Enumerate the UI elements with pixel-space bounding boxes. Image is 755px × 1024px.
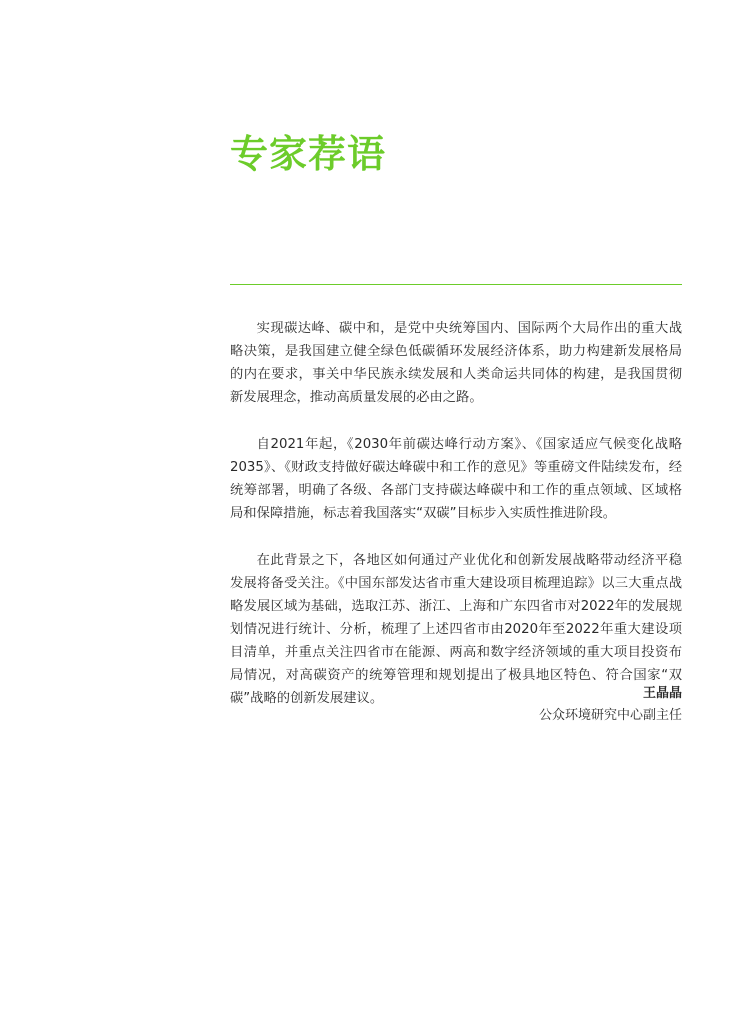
recommendation-body	[230, 317, 682, 734]
paragraph-1: 实现碳达峰、碳中和，是党中央统筹国内、国际两个大局作出的重大战略决策，是我国建立健全绿色低碳循环发展经济体系，助力构建新发展格局的内在要求，事关中华民族永续发展和人类命运共同体的构建，是我国贯彻新发展理念，推动高质量发展的必由之路。	[230, 321, 682, 405]
page-title: 专家荐语	[230, 132, 387, 176]
paragraph-2: 自2021年起，《2030年前碳达峰行动方案》、《国家适应气候变化战略2035》、《财政支持做好碳达峰碳中和工作的意见》等重磅文件陆续发布，经统筹部署，明确了各级、各部门支持碳达峰碳中和工作的重点领域、区域格局和保障措施，标志着我国落实“双碳”目标步入实质性推进阶段。	[230, 437, 682, 521]
title-divider	[230, 284, 682, 285]
author-name: 王晶晶	[642, 686, 682, 701]
author-title: 公众环境研究中心副主任	[538, 708, 682, 723]
signature-block	[230, 683, 682, 727]
paragraph-3: 在此背景之下，各地区如何通过产业优化和创新发展战略带动经济平稳发展将备受关注。《中国东部发达省市重大建设项目梳理追踪》以三大重点战略发展区域为基础，选取江苏、浙江、上海和广东四省市对2022年的发展规划情况进行统计、分析，梳理了上述四省市由2020年至2022年重大建设项目清单，并重点关注四省市在能源、两高和数字经济领域的重大项目投资布局情况，对高碳资产的统筹管理和规划提出了极具地区特色、符合国家“双碳”战略的创新发展建议。	[230, 553, 682, 706]
